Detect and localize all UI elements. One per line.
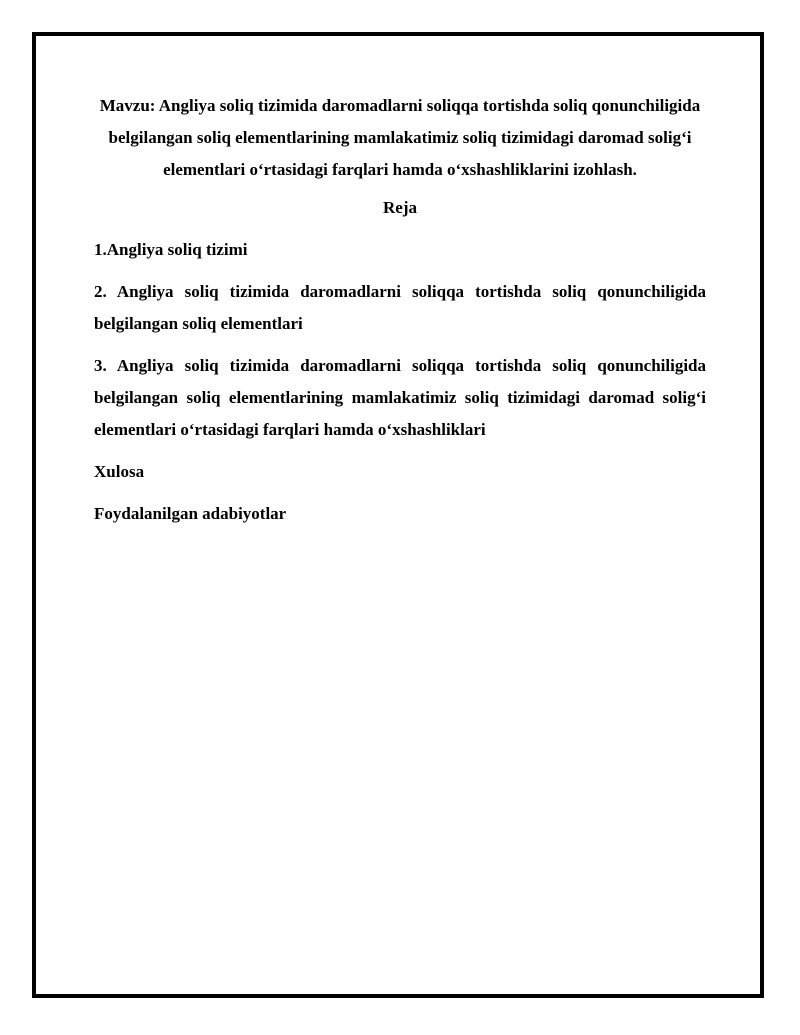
plan-item-conclusion: Xulosa	[94, 462, 145, 481]
plan-heading: Reja	[383, 198, 417, 217]
document-body	[94, 90, 706, 540]
document-title: Mavzu: Angliya soliq tizimida daromadlarni soliqqa tortishda soliq qonunchiligida belgilangan soliq elementlarining mamlakatimiz soliq tizimidagi daromad solig‘i elementlari o‘rtasidagi farqlari hamda o‘xshashliklarini izohlash.	[99, 96, 701, 179]
plan-item-2: 2. Angliya soliq tizimida daromadlarni soliqqa tortishda soliq qonunchiligida belgilangan soliq elementlari	[94, 282, 706, 333]
plan-item-3: 3. Angliya soliq tizimida daromadlarni soliqqa tortishda soliq qonunchiligida belgilangan soliq elementlarining mamlakatimiz soliq tizimidagi daromad solig‘i elementlari o‘rtasidagi farqlari hamda o‘xshashliklari	[94, 356, 706, 439]
plan-item-references: Foydalanilgan adabiyotlar	[94, 504, 287, 523]
plan-item-1: 1.Angliya soliq tizimi	[94, 240, 248, 259]
